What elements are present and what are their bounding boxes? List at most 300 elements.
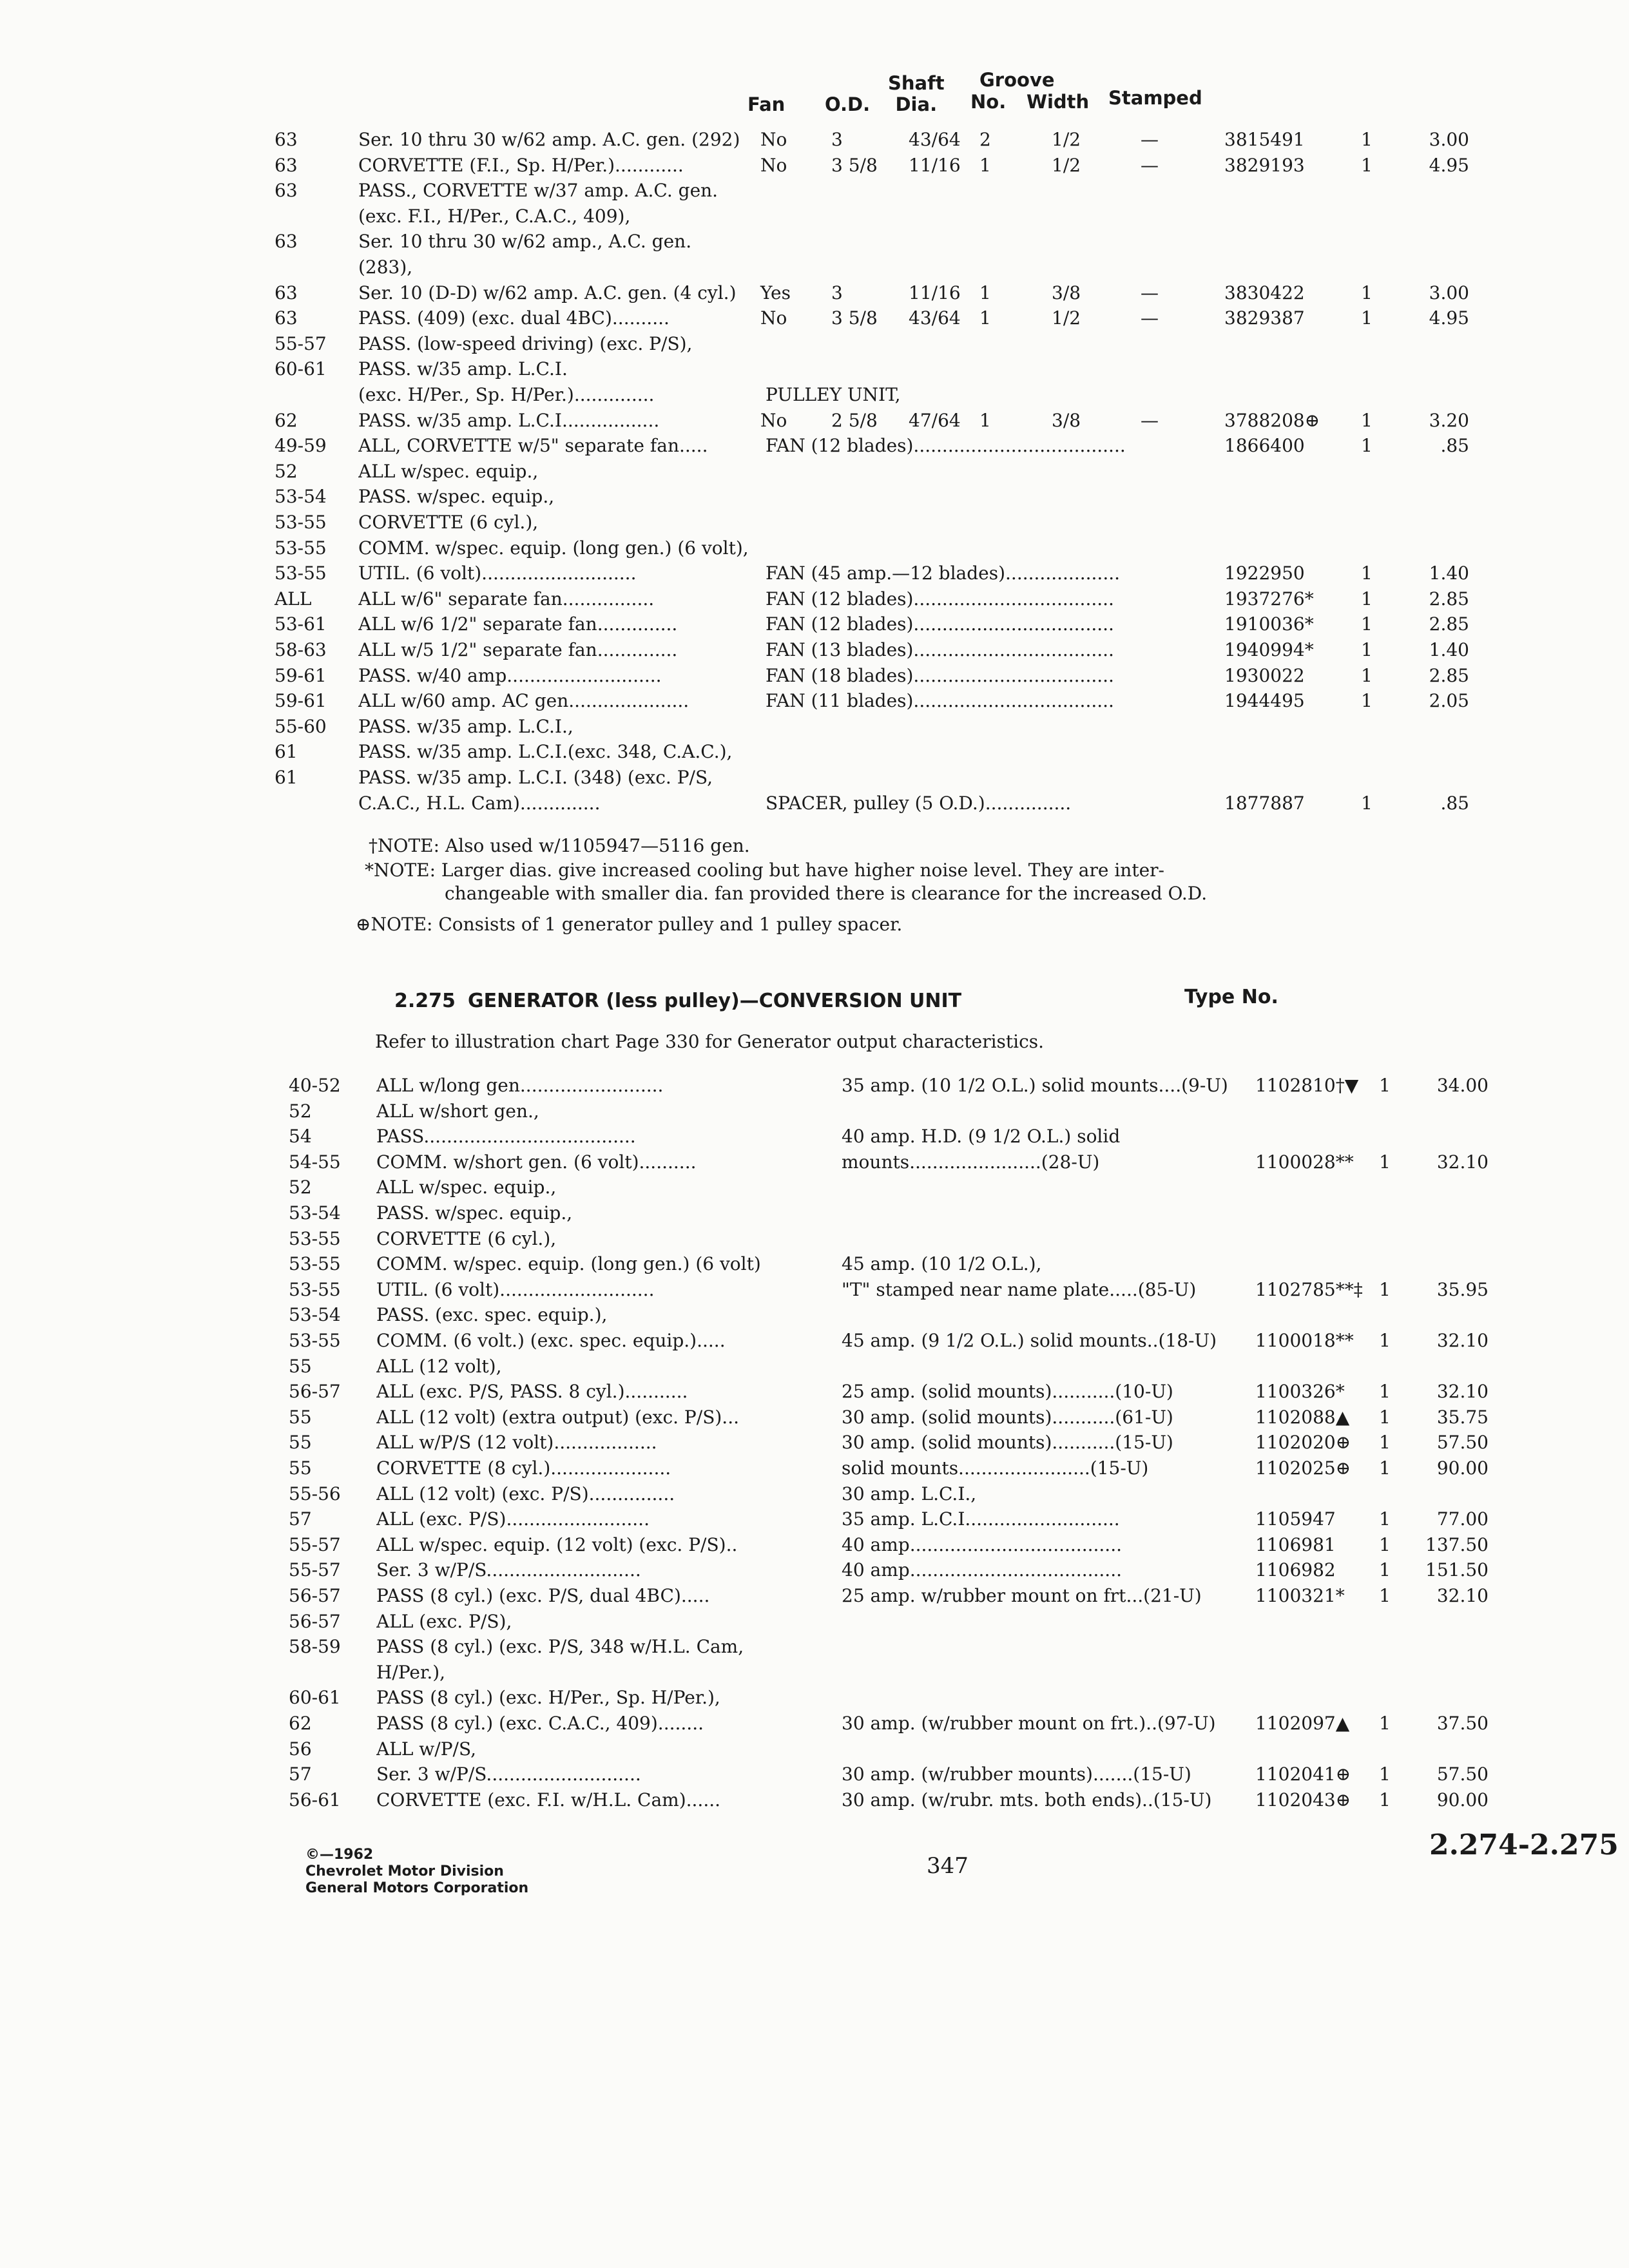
cell-shaft: 11/16 — [909, 154, 961, 176]
cell-year: 62 — [289, 1713, 312, 1734]
cell-qty: 1 — [1379, 1381, 1391, 1403]
cell-price: 1.40 — [1429, 562, 1469, 584]
cell-groove-no: 2 — [979, 129, 991, 150]
cell-price: 77.00 — [1436, 1508, 1489, 1530]
cell-qty: 1 — [1361, 307, 1373, 329]
cell-part: 1910036* — [1224, 613, 1314, 635]
cell-fan: No — [760, 129, 787, 150]
cell-qty: 1 — [1379, 1763, 1391, 1785]
table1-row — [0, 155, 1629, 180]
table2-row — [0, 1100, 1629, 1126]
cell-desc: ALL (12 volt), — [376, 1355, 502, 1377]
cell-part: 3829387 — [1224, 307, 1305, 329]
table1-row — [0, 231, 1629, 256]
table1-row — [0, 282, 1629, 308]
footer-division: Chevrolet Motor Division — [305, 1863, 504, 1879]
cell-desc: CORVETTE (8 cyl.)..................... — [376, 1457, 671, 1479]
cell-price: 35.75 — [1436, 1406, 1489, 1428]
cell-desc: PASS. w/35 amp. L.C.I................. — [358, 409, 660, 431]
cell-item: 30 amp. L.C.I., — [842, 1483, 977, 1504]
cell-desc: ALL w/P/S (12 volt).................. — [376, 1432, 657, 1454]
cell-fan: No — [760, 154, 787, 176]
cell-year: 56-57 — [289, 1585, 341, 1606]
cell-item: solid mounts.......................(15-U) — [842, 1457, 1149, 1479]
cell-qty: 1 — [1361, 639, 1373, 660]
cell-year: 57 — [289, 1508, 312, 1530]
cell-desc: ALL w/60 amp. AC gen..................... — [358, 690, 689, 712]
header-groove: Groove — [979, 69, 1055, 91]
cell-desc: PASS. w/spec. equip., — [358, 486, 555, 508]
cell-qty: 1 — [1379, 1533, 1391, 1555]
cell-price: 35.95 — [1436, 1278, 1489, 1300]
cell-desc: PASS (8 cyl.) (exc. H/Per., Sp. H/Per.), — [376, 1687, 720, 1709]
cell-part: 1102043⊕ — [1255, 1789, 1351, 1811]
cell-desc: ALL w/P/S, — [376, 1738, 477, 1760]
cell-item: 30 amp. (w/rubber mounts).......(15-U) — [842, 1763, 1191, 1785]
cell-groove-no: 1 — [979, 154, 991, 176]
table1-row — [0, 793, 1629, 818]
cell-price: 90.00 — [1436, 1457, 1489, 1479]
cell-desc: PASS (8 cyl.) (exc. P/S, dual 4BC)..... — [376, 1585, 710, 1606]
cell-desc: PASS (8 cyl.) (exc. C.A.C., 409)........ — [376, 1713, 704, 1734]
cell-year: 55 — [289, 1406, 312, 1428]
cell-desc: CORVETTE (F.I., Sp. H/Per.)............ — [358, 154, 684, 176]
table1-row — [0, 537, 1629, 563]
table1-row — [0, 461, 1629, 486]
cell-qty: 1 — [1361, 562, 1373, 584]
table1-row — [0, 562, 1629, 588]
table2-row — [0, 1789, 1629, 1815]
table1-row — [0, 358, 1629, 384]
cell-stamped: — — [1141, 307, 1159, 329]
table2-row — [0, 1585, 1629, 1611]
cell-price: 1.40 — [1429, 639, 1469, 660]
cell-part: 1940994* — [1224, 639, 1314, 660]
cell-price: 2.05 — [1429, 690, 1469, 712]
cell-item: FAN (13 blades)................................... — [766, 639, 1114, 660]
cell-year: 63 — [275, 129, 298, 150]
cell-desc: COMM. w/spec. equip. (long gen.) (6 volt), — [358, 537, 749, 559]
cell-part: 1100326* — [1255, 1381, 1345, 1403]
table2-row — [0, 1483, 1629, 1509]
note-asterisk: *NOTE: Larger dias. give increased cooling but have higher noise level. They are inter- — [365, 860, 1164, 881]
table2-row — [0, 1202, 1629, 1228]
cell-item: 30 amp. (w/rubr. mts. both ends)..(15-U) — [842, 1789, 1212, 1811]
cell-year: 58-59 — [289, 1636, 341, 1658]
cell-desc: PASS. (low-speed driving) (exc. P/S), — [358, 332, 693, 354]
cell-desc: ALL w/short gen., — [376, 1100, 539, 1122]
cell-year: 52 — [289, 1177, 312, 1198]
cell-shaft: 43/64 — [909, 129, 961, 150]
cell-year: 56-57 — [289, 1381, 341, 1403]
cell-part: 3829193 — [1224, 154, 1305, 176]
table2-row — [0, 1356, 1629, 1381]
cell-od: 3 — [831, 129, 843, 150]
cell-part: 1102025⊕ — [1255, 1457, 1351, 1479]
table2-row — [0, 1330, 1629, 1356]
cell-desc: ALL (12 volt) (extra output) (exc. P/S)... — [376, 1406, 740, 1428]
note-circle-plus: ⊕NOTE: Consists of 1 generator pulley and 1 pulley spacer. — [356, 914, 903, 935]
cell-year: 53-54 — [289, 1304, 341, 1326]
cell-year: 55-60 — [275, 715, 327, 737]
cell-shaft: 43/64 — [909, 307, 961, 329]
cell-year: 56 — [289, 1738, 312, 1760]
cell-desc: UTIL. (6 volt)........................... — [376, 1278, 655, 1300]
cell-desc: ALL w/5 1/2" separate fan.............. — [358, 639, 678, 660]
cell-qty: 1 — [1379, 1432, 1391, 1454]
cell-stamped: — — [1141, 129, 1159, 150]
cell-price: 2.85 — [1429, 613, 1469, 635]
cell-qty: 1 — [1379, 1559, 1391, 1581]
cell-desc: (exc. F.I., H/Per., C.A.C., 409), — [358, 205, 631, 227]
table1-row — [0, 307, 1629, 333]
cell-qty: 1 — [1379, 1278, 1391, 1300]
cell-year: ALL — [275, 588, 312, 610]
cell-part: 1105947 — [1255, 1508, 1336, 1530]
table2-row — [0, 1763, 1629, 1789]
header-od: O.D. — [825, 93, 871, 115]
cell-desc: Ser. 3 w/P/S........................... — [376, 1559, 641, 1581]
cell-year: 53-61 — [275, 613, 327, 635]
cell-item: PULLEY UNIT, — [766, 384, 901, 405]
cell-qty: 1 — [1379, 1330, 1391, 1351]
table2-row — [0, 1457, 1629, 1483]
cell-year: 56-57 — [289, 1610, 341, 1632]
cell-item: 30 amp. (solid mounts)...........(15-U) — [842, 1432, 1173, 1454]
cell-qty: 1 — [1379, 1457, 1391, 1479]
cell-price: 151.50 — [1425, 1559, 1489, 1581]
table2-row — [0, 1381, 1629, 1407]
section-range: 2.274-2.275 — [1429, 1829, 1619, 1861]
cell-year: 56-61 — [289, 1789, 341, 1811]
cell-width: 1/2 — [1052, 307, 1081, 329]
cell-desc: PASS. w/35 amp. L.C.I.(exc. 348, C.A.C.), — [358, 741, 733, 763]
cell-year: 55-56 — [289, 1483, 341, 1504]
cell-year: 52 — [289, 1100, 312, 1122]
cell-groove-no: 1 — [979, 409, 991, 431]
cell-desc: (exc. H/Per., Sp. H/Per.).............. — [358, 384, 655, 405]
cell-item: 30 amp. (solid mounts)...........(61-U) — [842, 1406, 1173, 1428]
cell-part: 3815491 — [1224, 129, 1305, 150]
cell-year: 59-61 — [275, 690, 327, 712]
cell-width: 3/8 — [1052, 282, 1081, 303]
cell-year: 61 — [275, 741, 298, 763]
cell-fan: No — [760, 409, 787, 431]
header-fan: Fan — [747, 93, 786, 115]
section-number: 2.275 — [394, 990, 456, 1012]
table1-row — [0, 435, 1629, 461]
cell-od: 3 — [831, 282, 843, 303]
cell-year: 63 — [275, 307, 298, 329]
table1-row — [0, 129, 1629, 155]
cell-item: mounts.......................(28-U) — [842, 1151, 1100, 1173]
cell-groove-no: 1 — [979, 282, 991, 303]
cell-desc: PASS. w/35 amp. L.C.I. — [358, 358, 568, 380]
cell-price: 3.20 — [1429, 409, 1469, 431]
cell-width: 3/8 — [1052, 409, 1081, 431]
cell-year: 59-61 — [275, 664, 327, 686]
cell-desc: PASS. (409) (exc. dual 4BC).......... — [358, 307, 670, 329]
cell-year: 49-59 — [275, 435, 327, 457]
cell-desc: ALL w/spec. equip. (12 volt) (exc. P/S).. — [376, 1533, 738, 1555]
cell-part: 1944495 — [1224, 690, 1305, 712]
page-number: 347 — [927, 1853, 969, 1879]
cell-desc: ALL, CORVETTE w/5" separate fan..... — [358, 435, 708, 457]
table1-row — [0, 613, 1629, 639]
table2-row — [0, 1407, 1629, 1432]
cell-year: 58-63 — [275, 639, 327, 660]
cell-desc: PASS. w/35 amp. L.C.I. (348) (exc. P/S, — [358, 767, 713, 788]
cell-desc: CORVETTE (exc. F.I. w/H.L. Cam)...... — [376, 1789, 721, 1811]
cell-qty: 1 — [1361, 792, 1373, 814]
cell-part: 1930022 — [1224, 664, 1305, 686]
cell-part: 1866400 — [1224, 435, 1305, 457]
cell-price: 3.00 — [1429, 282, 1469, 303]
cell-item: FAN (11 blades)................................... — [766, 690, 1114, 712]
cell-qty: 1 — [1361, 154, 1373, 176]
cell-fan: Yes — [760, 282, 791, 303]
cell-item: FAN (12 blades)..................................... — [766, 435, 1126, 457]
cell-price: 32.10 — [1436, 1585, 1489, 1606]
table2-row — [0, 1738, 1629, 1764]
table2-row — [0, 1508, 1629, 1534]
table2-row — [0, 1253, 1629, 1279]
footer-copyright: ©—1962 — [305, 1847, 374, 1863]
cell-od: 2 5/8 — [831, 409, 878, 431]
cell-item: 40 amp. H.D. (9 1/2 O.L.) solid — [842, 1126, 1121, 1148]
cell-desc: ALL w/long gen......................... — [376, 1075, 664, 1096]
cell-item: 45 amp. (10 1/2 O.L.), — [842, 1253, 1042, 1275]
cell-shaft: 47/64 — [909, 409, 961, 431]
cell-part: 1102088▲ — [1255, 1406, 1350, 1428]
cell-desc: ALL (12 volt) (exc. P/S)............... — [376, 1483, 675, 1504]
cell-desc: ALL w/spec. equip., — [376, 1177, 557, 1198]
cell-qty: 1 — [1361, 409, 1373, 431]
cell-desc: PASS. w/40 amp........................... — [358, 664, 662, 686]
cell-desc: PASS., CORVETTE w/37 amp. A.C. gen. — [358, 180, 718, 202]
cell-year: 55-57 — [289, 1559, 341, 1581]
table1-row — [0, 767, 1629, 793]
table2-row — [0, 1304, 1629, 1330]
cell-price: 32.10 — [1436, 1330, 1489, 1351]
cell-desc: Ser. 3 w/P/S........................... — [376, 1763, 641, 1785]
cell-year: 63 — [275, 180, 298, 202]
cell-price: 137.50 — [1425, 1533, 1489, 1555]
cell-year: 53-55 — [289, 1227, 341, 1249]
cell-price: 90.00 — [1436, 1789, 1489, 1811]
cell-year: 54 — [289, 1126, 312, 1148]
cell-part: 1100018** — [1255, 1330, 1354, 1351]
table1-row — [0, 716, 1629, 742]
cell-item: FAN (12 blades)................................... — [766, 613, 1114, 635]
cell-desc: Ser. 10 (D-D) w/62 amp. A.C. gen. (4 cyl.) — [358, 282, 737, 303]
cell-groove-no: 1 — [979, 307, 991, 329]
cell-qty: 1 — [1361, 435, 1373, 457]
cell-qty: 1 — [1379, 1151, 1391, 1173]
table1-row — [0, 206, 1629, 231]
cell-width: 1/2 — [1052, 154, 1081, 176]
cell-price: 34.00 — [1436, 1075, 1489, 1096]
table2-row — [0, 1611, 1629, 1637]
cell-item: 40 amp..................................... — [842, 1533, 1123, 1555]
cell-price: 3.00 — [1429, 129, 1469, 150]
cell-shaft: 11/16 — [909, 282, 961, 303]
cell-part: 1102020⊕ — [1255, 1432, 1351, 1454]
cell-desc: C.A.C., H.L. Cam).............. — [358, 792, 601, 814]
cell-qty: 1 — [1379, 1789, 1391, 1811]
cell-qty: 1 — [1361, 690, 1373, 712]
note-asterisk-cont: changeable with smaller dia. fan provided there is clearance for the increased O.D. — [445, 883, 1208, 904]
table1-row — [0, 690, 1629, 716]
cell-item: FAN (18 blades)................................... — [766, 664, 1114, 686]
cell-item: 45 amp. (9 1/2 O.L.) solid mounts..(18-U) — [842, 1330, 1217, 1351]
cell-qty: 1 — [1379, 1585, 1391, 1606]
table2-row — [0, 1713, 1629, 1738]
cell-year: 60-61 — [289, 1687, 341, 1709]
cell-price: 2.85 — [1429, 588, 1469, 610]
cell-desc: COMM. w/short gen. (6 volt).......... — [376, 1151, 697, 1173]
header-stamped: Stamped — [1108, 87, 1202, 109]
table2-row — [0, 1662, 1629, 1687]
cell-desc: ALL w/6" separate fan................ — [358, 588, 655, 610]
cell-desc: ALL w/6 1/2" separate fan.............. — [358, 613, 678, 635]
header-shaft-line1: Shaft — [888, 72, 945, 94]
cell-item: 25 amp. w/rubber mount on frt...(21-U) — [842, 1585, 1202, 1606]
cell-price: 32.10 — [1436, 1151, 1489, 1173]
cell-desc: COMM. w/spec. equip. (long gen.) (6 volt) — [376, 1253, 761, 1275]
table1-row — [0, 486, 1629, 512]
cell-part: 1102785**‡ — [1255, 1278, 1363, 1300]
cell-desc: H/Per.), — [376, 1661, 446, 1683]
table2-row — [0, 1279, 1629, 1305]
cell-price: 4.95 — [1429, 307, 1469, 329]
cell-qty: 1 — [1379, 1075, 1391, 1096]
refer-note: Refer to illustration chart Page 330 for Generator output characteristics. — [375, 1031, 1045, 1052]
cell-item: FAN (12 blades)................................... — [766, 588, 1114, 610]
table2-row — [0, 1228, 1629, 1254]
table1-row — [0, 333, 1629, 359]
cell-desc: PASS. w/35 amp. L.C.I., — [358, 715, 574, 737]
cell-price: .85 — [1440, 792, 1469, 814]
footer-imprint — [305, 1847, 528, 1897]
cell-year: 55 — [289, 1457, 312, 1479]
cell-stamped: — — [1141, 409, 1159, 431]
table2-row — [0, 1534, 1629, 1560]
table2-row — [0, 1075, 1629, 1100]
cell-year: 55 — [289, 1432, 312, 1454]
cell-part: 1877887 — [1224, 792, 1305, 814]
cell-desc: (283), — [358, 256, 413, 278]
table1-row — [0, 639, 1629, 665]
cell-part: 3788208⊕ — [1224, 409, 1320, 431]
note-dagger: †NOTE: Also used w/1105947—5116 gen. — [369, 835, 750, 856]
table1-row — [0, 741, 1629, 767]
cell-year: 53-55 — [289, 1278, 341, 1300]
cell-item: SPACER, pulley (5 O.D.)............... — [766, 792, 1072, 814]
cell-desc: PASS. (exc. spec. equip.), — [376, 1304, 608, 1326]
cell-year: 63 — [275, 231, 298, 253]
cell-desc: ALL w/spec. equip., — [358, 460, 539, 482]
cell-desc: ALL (exc. P/S), — [376, 1610, 512, 1632]
table1-row — [0, 512, 1629, 537]
section-title: GENERATOR (less pulley)—CONVERSION UNIT — [468, 990, 962, 1012]
cell-part: 1106981 — [1255, 1533, 1336, 1555]
table2-row — [0, 1177, 1629, 1202]
cell-desc: COMM. (6 volt.) (exc. spec. equip.)..... — [376, 1330, 726, 1351]
cell-year: 53-55 — [275, 562, 327, 584]
cell-part: 1102041⊕ — [1255, 1763, 1351, 1785]
cell-qty: 1 — [1379, 1508, 1391, 1530]
cell-year: 52 — [275, 460, 298, 482]
cell-item: 25 amp. (solid mounts)...........(10-U) — [842, 1381, 1173, 1403]
cell-year: 40-52 — [289, 1075, 341, 1096]
cell-year: 62 — [275, 409, 298, 431]
cell-desc: PASS. w/spec. equip., — [376, 1202, 573, 1224]
cell-price: 57.50 — [1436, 1763, 1489, 1785]
cell-price: .85 — [1440, 435, 1469, 457]
header-groove-no: No. — [970, 91, 1007, 113]
table2-row — [0, 1559, 1629, 1585]
cell-year: 61 — [275, 767, 298, 788]
cell-item: "T" stamped near name plate.....(85-U) — [842, 1278, 1197, 1300]
cell-year: 53-55 — [275, 537, 327, 559]
cell-item: 35 amp. (10 1/2 O.L.) solid mounts....(9-U) — [842, 1075, 1228, 1096]
cell-price: 2.85 — [1429, 664, 1469, 686]
cell-desc: CORVETTE (6 cyl.), — [358, 512, 539, 533]
cell-part: 1100321* — [1255, 1585, 1345, 1606]
header-groove-width: Width — [1027, 91, 1090, 113]
cell-year: 60-61 — [275, 358, 327, 380]
table2-row — [0, 1126, 1629, 1151]
cell-year: 53-55 — [289, 1330, 341, 1351]
cell-qty: 1 — [1361, 282, 1373, 303]
cell-year: 55-57 — [275, 332, 327, 354]
cell-width: 1/2 — [1052, 129, 1081, 150]
cell-year: 53-55 — [275, 512, 327, 533]
type-no-header: Type No. — [1184, 986, 1278, 1008]
cell-price: 32.10 — [1436, 1381, 1489, 1403]
cell-year: 57 — [289, 1763, 312, 1785]
cell-year: 63 — [275, 154, 298, 176]
footer-corp: General Motors Corporation — [305, 1880, 529, 1896]
cell-item: FAN (45 amp.—12 blades).................... — [766, 562, 1121, 584]
cell-year: 55-57 — [289, 1533, 341, 1555]
cell-year: 63 — [275, 282, 298, 303]
cell-item: 35 amp. L.C.I........................... — [842, 1508, 1120, 1530]
cell-fan: No — [760, 307, 787, 329]
cell-year: 53-55 — [289, 1253, 341, 1275]
cell-desc: PASS..................................... — [376, 1126, 636, 1148]
cell-desc: Ser. 10 thru 30 w/62 amp., A.C. gen. — [358, 231, 692, 253]
cell-desc: ALL (exc. P/S, PASS. 8 cyl.)........... — [376, 1381, 688, 1403]
cell-desc: PASS (8 cyl.) (exc. P/S, 348 w/H.L. Cam, — [376, 1636, 744, 1658]
cell-year: 55 — [289, 1355, 312, 1377]
cell-price: 37.50 — [1436, 1713, 1489, 1734]
cell-qty: 1 — [1379, 1406, 1391, 1428]
cell-part: 1100028** — [1255, 1151, 1354, 1173]
table2-row — [0, 1432, 1629, 1457]
table1-row — [0, 410, 1629, 436]
table1-row — [0, 180, 1629, 206]
table1-row — [0, 256, 1629, 282]
table1-row — [0, 588, 1629, 614]
header-shaft — [888, 73, 945, 115]
cell-part: 1102097▲ — [1255, 1713, 1350, 1734]
cell-part: 1102810†▼ — [1255, 1075, 1359, 1096]
table2-row — [0, 1687, 1629, 1713]
cell-qty: 1 — [1361, 129, 1373, 150]
cell-part: 1922950 — [1224, 562, 1305, 584]
